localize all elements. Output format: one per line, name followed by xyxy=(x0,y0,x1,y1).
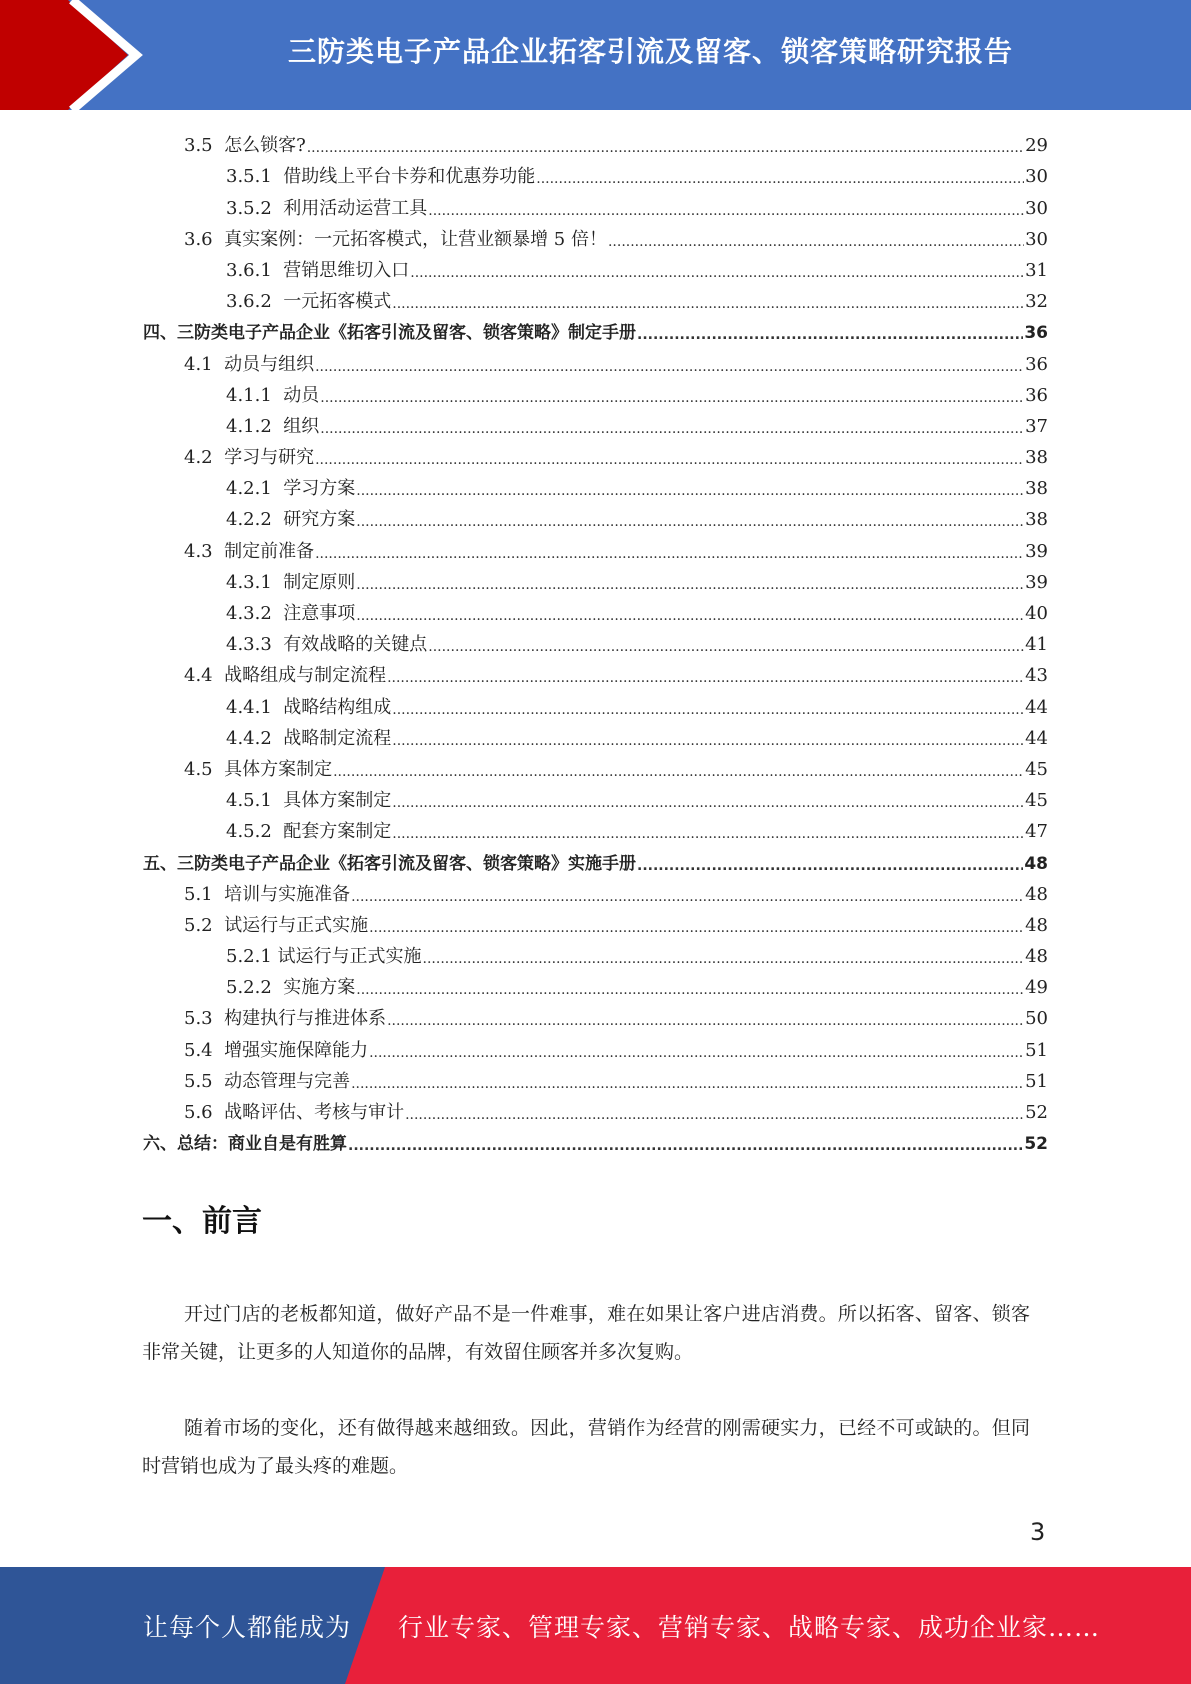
toc-dot-leader xyxy=(387,671,1024,685)
toc-entry-label: 实施方案 xyxy=(283,977,356,999)
toc-entry[interactable] xyxy=(143,845,1048,876)
toc-dot-leader xyxy=(307,141,1024,155)
toc-entry-page: 30 xyxy=(1025,166,1048,188)
toc-entry-page: 47 xyxy=(1025,821,1048,843)
toc-entry-page: 43 xyxy=(1025,665,1048,687)
toc-entry-page: 52 xyxy=(1024,1134,1048,1155)
toc-entry[interactable] xyxy=(143,970,1048,1001)
toc-dot-leader xyxy=(608,235,1024,249)
footer-slogan-left: 让每个人都能成为 xyxy=(143,1612,352,1642)
toc-entry-label: 营销思维切入口 xyxy=(283,259,410,281)
toc-entry[interactable] xyxy=(143,440,1048,471)
toc-entry-page: 38 xyxy=(1025,478,1048,500)
toc-entry-number: 4.5.1 xyxy=(226,790,284,812)
toc-entry-page: 48 xyxy=(1024,853,1048,874)
toc-entry-number: 4.4 xyxy=(184,665,225,687)
toc-dot-leader xyxy=(356,578,1024,592)
toc-entry-label: 试运行与正式实施 xyxy=(277,946,422,968)
toc-dot-leader xyxy=(423,952,1025,966)
section-heading: 一、前言 xyxy=(142,1204,262,1239)
body-paragraph: 开过门店的老板都知道，做好产品不是一件难事，难在如果让客户进店消费。所以拓客、留客、锁客非常关键，让更多的人知道你的品牌，有效留住顾客并多次复购。 xyxy=(142,1303,1030,1363)
toc-entry[interactable] xyxy=(143,284,1048,315)
toc-entry-page: 45 xyxy=(1025,790,1048,812)
toc-entry-label: 六、总结：商业自是有胜算 xyxy=(143,1134,347,1155)
toc-entry-page: 36 xyxy=(1025,353,1048,375)
toc-entry-label: 四、三防类电子产品企业《拓客引流及留客、锁客策略》制定手册 xyxy=(143,323,636,344)
toc-entry[interactable] xyxy=(143,409,1048,440)
footer-slogan-right: 行业专家、管理专家、营销专家、战略专家、成功企业家…… xyxy=(398,1612,1101,1642)
toc-entry-label: 借助线上平台卡券和优惠券功能 xyxy=(283,166,536,188)
toc-dot-leader xyxy=(410,266,1024,280)
toc-entry-page: 30 xyxy=(1025,228,1048,250)
toc-entry[interactable] xyxy=(143,908,1048,939)
toc-dot-leader xyxy=(315,360,1024,374)
toc-entry-page: 30 xyxy=(1025,197,1048,219)
toc-entry-number: 3.5.2 xyxy=(226,197,284,219)
toc-entry-label: 研究方案 xyxy=(283,509,356,531)
toc-entry-number: 4.3.3 xyxy=(226,634,284,656)
toc-dot-leader xyxy=(333,765,1024,779)
toc-entry[interactable] xyxy=(143,627,1048,658)
toc-entry-label: 战略组成与制定流程 xyxy=(224,665,387,687)
toc-entry-label: 配套方案制定 xyxy=(283,821,392,843)
toc-dot-leader xyxy=(369,1046,1024,1060)
toc-dot-leader xyxy=(315,547,1024,561)
toc-entry[interactable] xyxy=(143,596,1048,627)
toc-dot-leader xyxy=(392,796,1024,810)
toc-entry-number: 4.2.1 xyxy=(226,478,284,500)
toc-entry[interactable] xyxy=(143,533,1048,564)
toc-entry-page: 52 xyxy=(1025,1102,1048,1123)
toc-entry-number: 3.6 xyxy=(184,228,225,250)
toc-dot-leader xyxy=(320,422,1024,436)
toc-entry-label: 战略评估、考核与审计 xyxy=(224,1102,405,1123)
toc-entry-label: 怎么锁客? xyxy=(224,135,306,157)
toc-entry-label: 具体方案制定 xyxy=(283,790,392,812)
toc-dot-leader xyxy=(356,609,1024,623)
toc-entry-number: 4.2 xyxy=(184,447,225,469)
toc-entry-label: 动态管理与完善 xyxy=(224,1070,351,1092)
toc-dot-leader xyxy=(405,1108,1024,1122)
toc-entry-page: 49 xyxy=(1025,977,1048,999)
toc-dot-leader xyxy=(637,328,1023,342)
toc-entry-page: 51 xyxy=(1025,1070,1048,1092)
toc-entry-page: 45 xyxy=(1025,758,1048,780)
toc-entry-label: 动员与组织 xyxy=(224,353,315,375)
toc-dot-leader xyxy=(351,1077,1024,1091)
toc-entry-label: 试运行与正式实施 xyxy=(224,914,369,936)
toc-entry-number: 3.6.1 xyxy=(226,259,284,281)
toc-entry-label: 有效战略的关键点 xyxy=(283,634,428,656)
toc-entry-label: 制定原则 xyxy=(283,571,356,593)
toc-entry-page: 38 xyxy=(1025,447,1048,469)
toc-entry-number: 4.4.1 xyxy=(226,696,284,718)
toc-entry[interactable] xyxy=(143,502,1048,533)
body-paragraph: 随着市场的变化，还有做得越来越细致。因此，营销作为经营的刚需硬实力，已经不可或缺的。但同时营销也成为了最头疼的难题。 xyxy=(142,1417,1030,1477)
toc-entry-number: 4.1.1 xyxy=(226,384,284,406)
toc-entry-number: 4.1.2 xyxy=(226,415,284,437)
toc-entry-label: 具体方案制定 xyxy=(224,758,333,780)
toc-entry-label: 制定前准备 xyxy=(224,540,315,562)
toc-dot-leader xyxy=(387,1014,1024,1028)
toc-entry-label: 战略结构组成 xyxy=(283,696,392,718)
toc-entry[interactable] xyxy=(143,315,1048,346)
toc-entry-page: 29 xyxy=(1025,135,1048,157)
toc-entry-number: 5.3 xyxy=(184,1008,225,1030)
page-footer xyxy=(0,1567,1191,1684)
toc-entry[interactable] xyxy=(143,814,1048,845)
toc-entry[interactable] xyxy=(143,378,1048,409)
toc-dot-leader xyxy=(392,827,1024,841)
toc-entry-label: 培训与实施准备 xyxy=(224,883,351,905)
document-title: 三防类电子产品企业拓客引流及留客、锁客策略研究报告 xyxy=(287,35,1013,68)
toc-dot-leader xyxy=(356,983,1024,997)
toc-entry-page: 32 xyxy=(1025,291,1048,313)
toc-dot-leader xyxy=(392,703,1024,717)
toc-entry[interactable] xyxy=(143,877,1048,908)
toc-dot-leader xyxy=(348,1139,1023,1153)
toc-entry-page: 48 xyxy=(1025,946,1048,968)
toc-entry-label: 构建执行与推进体系 xyxy=(224,1008,387,1030)
table-of-contents xyxy=(143,128,1048,1157)
toc-entry[interactable] xyxy=(143,689,1048,720)
toc-entry[interactable] xyxy=(143,346,1048,377)
toc-entry-number: 5.5 xyxy=(184,1070,225,1092)
toc-entry[interactable] xyxy=(143,1126,1048,1157)
toc-entry-number: 4.3.1 xyxy=(226,571,284,593)
toc-entry-label: 注意事项 xyxy=(283,603,356,624)
toc-entry-page: 51 xyxy=(1025,1039,1048,1061)
toc-entry-page: 48 xyxy=(1025,914,1048,936)
toc-dot-leader xyxy=(392,734,1024,748)
toc-dot-leader xyxy=(536,172,1024,186)
toc-entry-page: 41 xyxy=(1025,634,1048,656)
toc-entry[interactable] xyxy=(143,471,1048,502)
toc-dot-leader xyxy=(356,484,1024,498)
toc-entry-number: 5.1 xyxy=(184,883,225,905)
toc-entry[interactable] xyxy=(143,565,1048,596)
toc-entry-number: 5.2.2 xyxy=(226,977,284,999)
toc-entry-page: 44 xyxy=(1025,696,1048,718)
toc-entry[interactable] xyxy=(143,222,1048,253)
toc-dot-leader xyxy=(428,640,1024,654)
toc-entry-page: 48 xyxy=(1025,883,1048,905)
toc-entry-number: 5.6 xyxy=(184,1102,225,1123)
toc-dot-leader xyxy=(637,859,1023,873)
toc-entry-number: 5.2.1 xyxy=(226,946,278,968)
toc-entry[interactable] xyxy=(143,1001,1048,1032)
toc-dot-leader xyxy=(392,297,1024,311)
toc-entry-label: 五、三防类电子产品企业《拓客引流及留客、锁客策略》实施手册 xyxy=(143,853,636,874)
toc-entry-page: 38 xyxy=(1025,509,1048,531)
toc-entry-page: 37 xyxy=(1025,415,1048,437)
toc-entry-number: 3.5 xyxy=(184,135,225,157)
toc-entry[interactable] xyxy=(143,658,1048,689)
toc-entry-label: 组织 xyxy=(283,415,320,437)
toc-entry-label: 利用活动运营工具 xyxy=(283,197,428,219)
toc-entry-number: 4.1 xyxy=(184,353,225,375)
toc-entry-label: 增强实施保障能力 xyxy=(224,1039,369,1061)
toc-entry-label: 动员 xyxy=(283,384,320,406)
toc-entry[interactable] xyxy=(143,190,1048,221)
toc-entry[interactable] xyxy=(143,1095,1048,1126)
toc-dot-leader xyxy=(369,921,1024,935)
toc-entry-number: 5.4 xyxy=(184,1039,225,1061)
page-header xyxy=(0,0,1191,110)
toc-entry-page: 40 xyxy=(1025,603,1048,624)
toc-entry-number: 3.5.1 xyxy=(226,166,284,188)
toc-entry-page: 50 xyxy=(1025,1008,1048,1030)
toc-entry[interactable] xyxy=(143,253,1048,284)
toc-dot-leader xyxy=(428,204,1024,218)
toc-dot-leader xyxy=(315,453,1024,467)
toc-entry-page: 39 xyxy=(1025,571,1048,593)
toc-entry[interactable] xyxy=(143,128,1048,159)
toc-entry-label: 战略制定流程 xyxy=(283,727,392,749)
toc-entry[interactable] xyxy=(143,159,1048,190)
toc-entry-label: 学习方案 xyxy=(283,478,356,500)
toc-entry-number: 5.2 xyxy=(184,914,225,936)
toc-entry-page: 39 xyxy=(1025,540,1048,562)
toc-entry-page: 36 xyxy=(1024,323,1048,344)
toc-entry[interactable] xyxy=(143,1064,1048,1095)
toc-entry-label: 一元拓客模式 xyxy=(283,291,392,313)
toc-entry-number: 4.2.2 xyxy=(226,509,284,531)
toc-entry-number: 4.4.2 xyxy=(226,727,284,749)
toc-entry-number: 4.5 xyxy=(184,758,225,780)
toc-entry[interactable] xyxy=(143,783,1048,814)
toc-dot-leader xyxy=(351,890,1024,904)
toc-entry-label: 真实案例：一元拓客模式，让营业额暴增 5 倍！ xyxy=(224,228,607,250)
toc-entry-label: 学习与研究 xyxy=(224,447,315,469)
toc-entry[interactable] xyxy=(143,721,1048,752)
toc-entry-number: 4.3 xyxy=(184,540,225,562)
toc-entry-number: 4.3.2 xyxy=(226,603,284,624)
toc-entry[interactable] xyxy=(143,939,1048,970)
toc-entry[interactable] xyxy=(143,1032,1048,1063)
toc-entry-number: 4.5.2 xyxy=(226,821,284,843)
toc-dot-leader xyxy=(356,515,1024,529)
toc-entry[interactable] xyxy=(143,752,1048,783)
page-number: 3 xyxy=(1030,1518,1046,1546)
toc-entry-page: 44 xyxy=(1025,727,1048,749)
toc-entry-page: 31 xyxy=(1025,259,1048,281)
toc-entry-page: 36 xyxy=(1025,384,1048,406)
toc-entry-number: 3.6.2 xyxy=(226,291,284,313)
toc-dot-leader xyxy=(320,391,1024,405)
